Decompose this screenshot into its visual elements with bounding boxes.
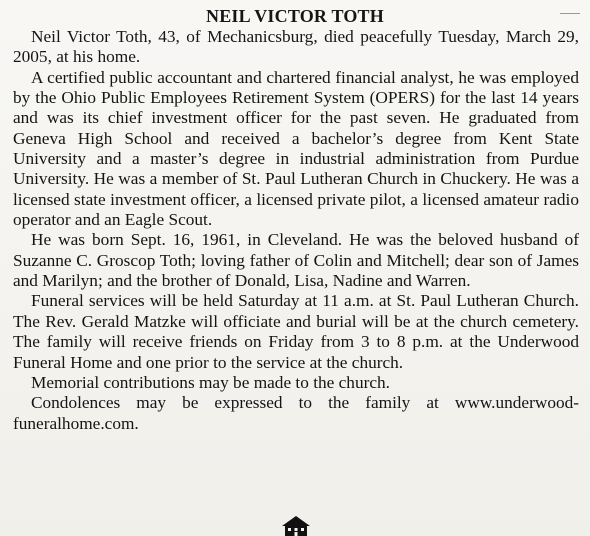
paragraph-services: Funeral services will be held Saturday at 11 a.m. at St. Paul Lutheran Church. The Rev. Gerald Matzke will officiate and burial will be at the church cemetery. The family will receive friends on Friday from 3 to 8 p.m. at the Underwood Funeral Home and one prior to the service at the church. bbox=[13, 291, 579, 372]
paragraph-memorials: Memorial contributions may be made to the church. bbox=[31, 372, 390, 392]
paragraph-family: He was born Sept. 16, 1961, in Cleveland. He was the beloved husband of Suzanne C. Groscop Toth; loving father of Colin and Mitchell; dear son of James and Marilyn; and the brother of Donald, Lisa, Nadine and Warren. bbox=[13, 230, 579, 291]
paragraph-career: A certified public accountant and chartered financial analyst, he was employed by the Ohio Public Employees Retirement System (OPERS) for the last 14 years and was its chief investment officer for the past seven. He graduated from Geneva High School and received a bachelor’s degree from Kent State University and a master’s degree in industrial administration from Purdue University. He was a member of St. Paul Lutheran Church in Chuckery. He was a licensed state investment officer, a licensed private pilot, a licensed amateur radio operator and an Eagle Scout. bbox=[13, 67, 579, 230]
obituary-title-text: NEIL VICTOR TOTH bbox=[206, 6, 384, 26]
paragraph-intro: Neil Victor Toth, 43, of Mechanicsburg, died peacefully Tuesday, March 29, 2005, at his home. bbox=[13, 27, 579, 67]
obituary-title bbox=[0, 5, 590, 27]
paragraph-condolences: Condolences may be expressed to the family at www.underwood-funeralhome.com. bbox=[13, 393, 579, 433]
obituary-body bbox=[13, 27, 579, 434]
funeral-home-emblem-icon bbox=[276, 514, 316, 536]
title-rule bbox=[560, 13, 580, 14]
